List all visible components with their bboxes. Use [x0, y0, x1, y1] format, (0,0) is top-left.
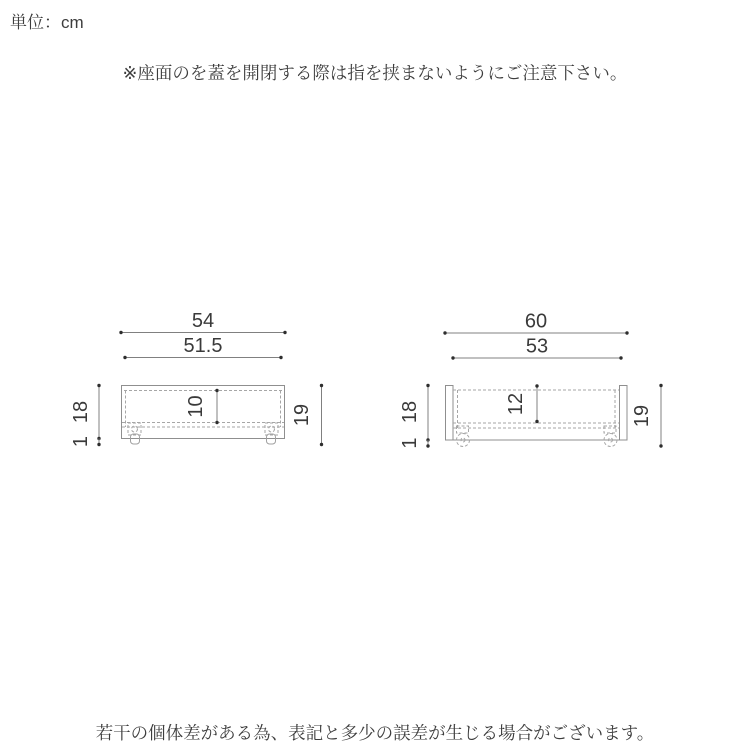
left-total-height-label: 19 [291, 403, 313, 427]
caution-note: ※座面のを蓋を開閉する際は指を挟まないようにご注意下さい。 [122, 63, 628, 83]
left-body-height-dimension [70, 384, 101, 440]
right-body-height-dimension [399, 384, 430, 442]
unit-label: 単位：cm [10, 13, 84, 32]
right-caster-height-label: 1 [399, 437, 421, 449]
right-inner-width-dimension [451, 336, 622, 360]
right-body-height-label: 18 [399, 400, 421, 424]
left-inner-width-dimension [123, 335, 282, 359]
right-outer-width-dimension [443, 311, 628, 335]
left-outer-width-dimension [119, 310, 286, 334]
left-caster-left [128, 423, 141, 444]
left-diagram [70, 310, 323, 447]
left-caster-height-label: 1 [70, 435, 92, 448]
left-outer-width-label: 54 [191, 310, 215, 332]
left-caster-height-dimension [70, 436, 101, 447]
right-caster-height-dimension [399, 437, 430, 448]
left-total-height-dimension [291, 384, 323, 446]
right-caster-left [457, 426, 470, 447]
right-total-height-label: 19 [631, 404, 653, 428]
left-body-height-label: 18 [70, 400, 92, 424]
right-box-outline [446, 386, 628, 441]
left-caster-right [265, 423, 278, 444]
right-inner-depth-label: 12 [505, 392, 527, 416]
right-diagram [399, 311, 663, 449]
tolerance-note: 若干の個体差がある為、表記と多少の誤差が生じる場合がございます。 [95, 723, 655, 743]
left-inner-width-label: 51.5 [183, 335, 223, 357]
right-total-height-dimension [631, 384, 663, 448]
left-inner-depth-dimension [185, 389, 219, 424]
right-inner-width-label: 53 [525, 335, 549, 358]
right-caster-right [604, 426, 617, 447]
left-inner-depth-label: 10 [185, 395, 207, 418]
right-outer-width-label: 60 [524, 310, 548, 333]
